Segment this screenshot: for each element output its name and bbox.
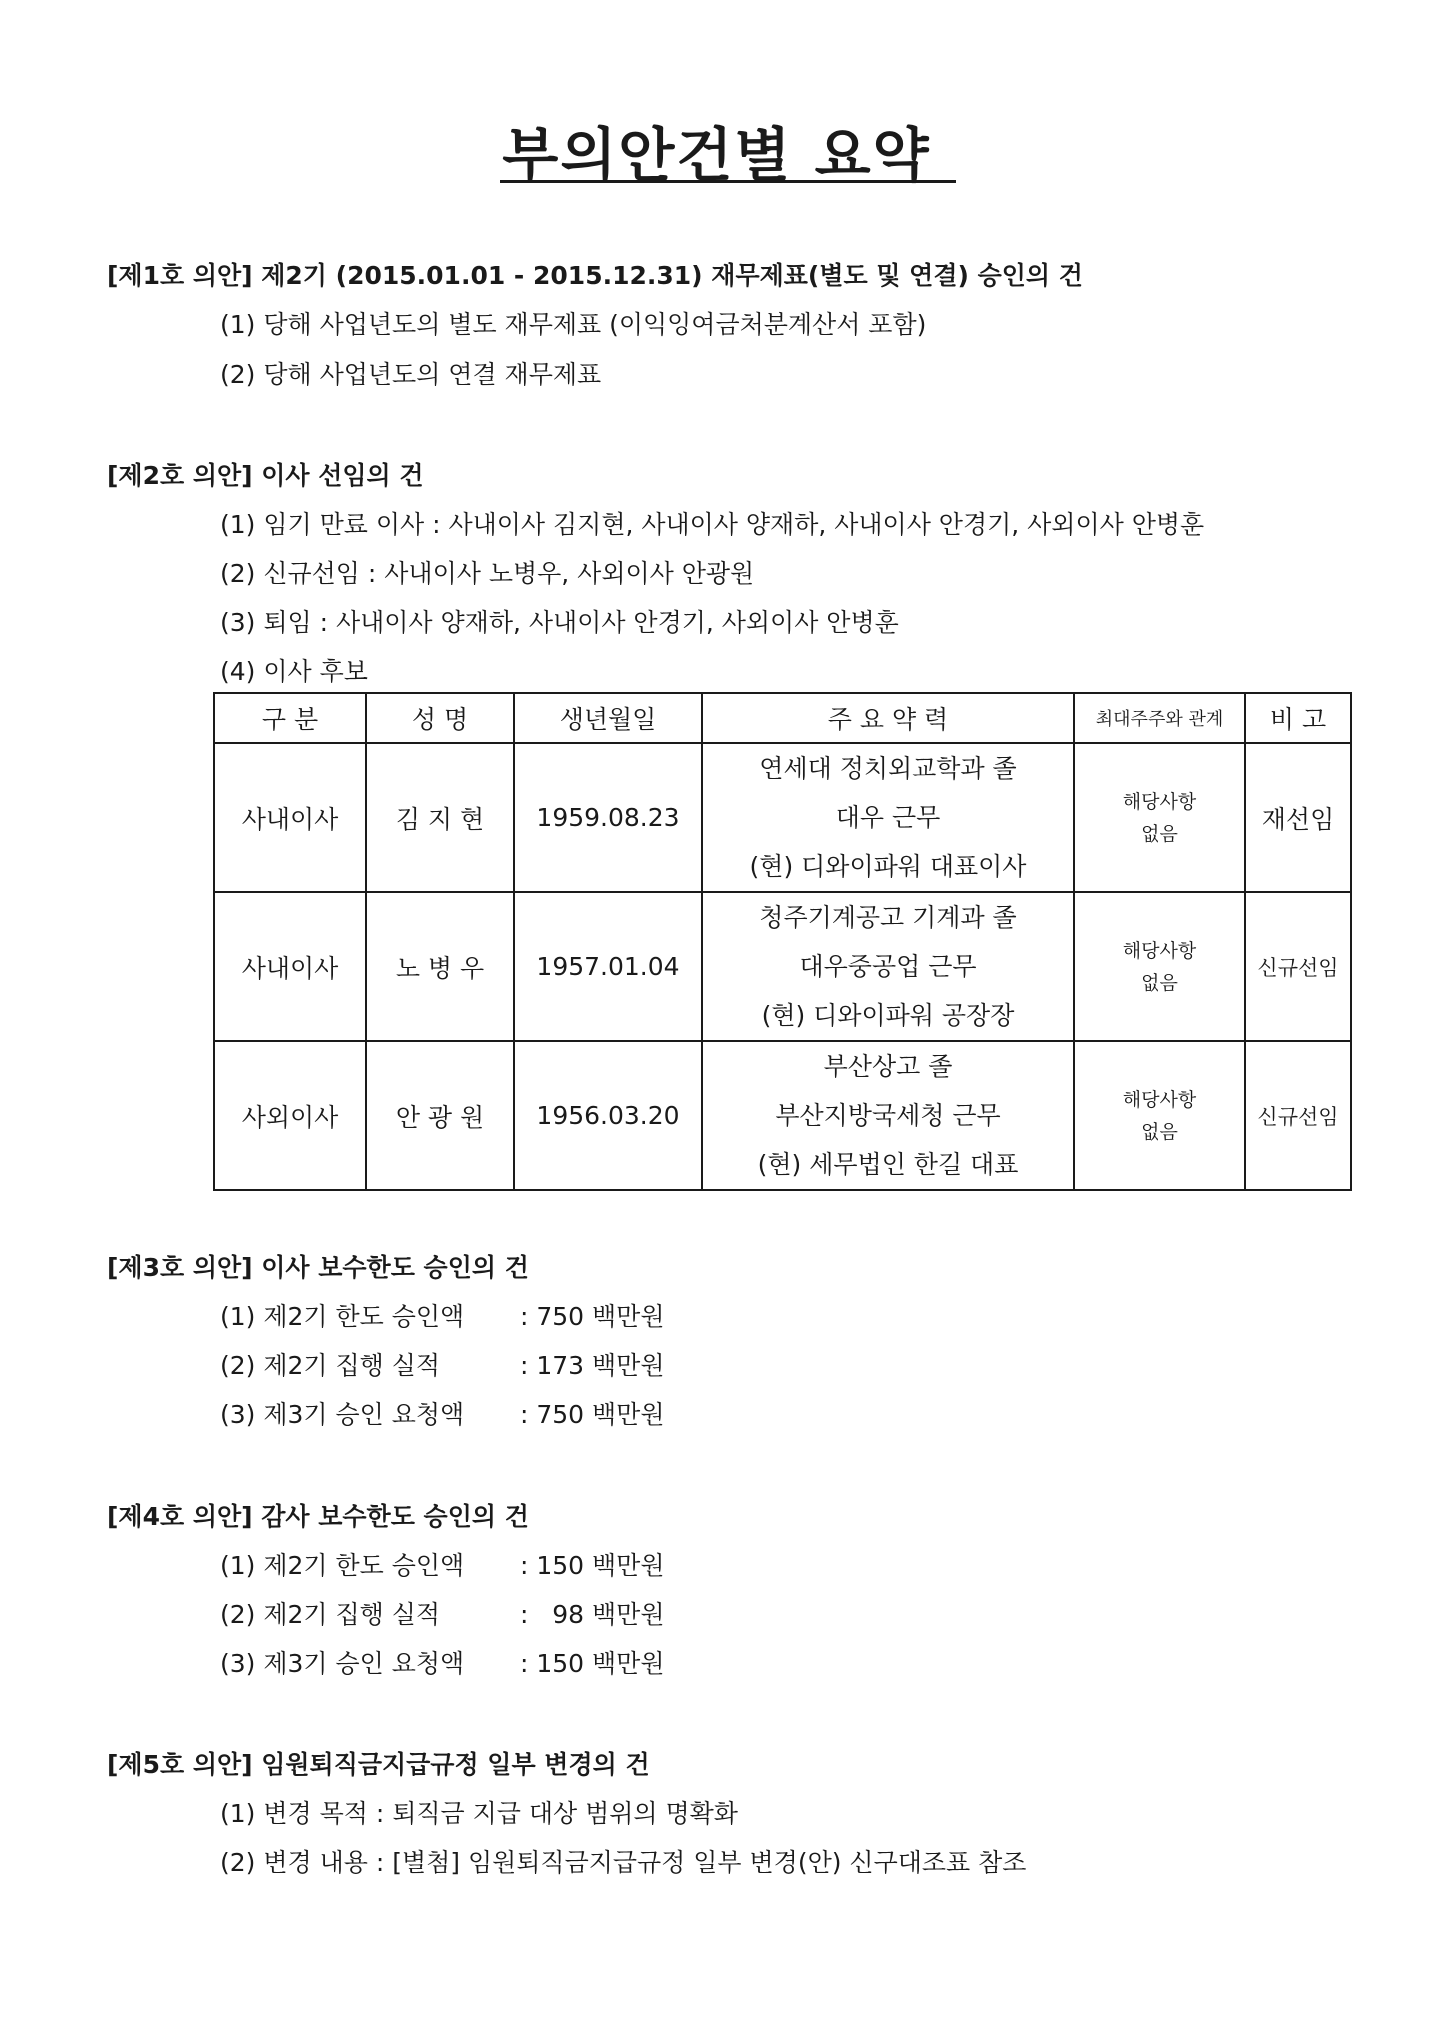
agenda2-item-1: (1) 임기 만료 이사 : 사내이사 김지현, 사내이사 양재하, 사내이사 안경기, 사외이사 안병훈 [220, 510, 1205, 539]
agenda3-label-1: (1) 제2기 한도 승인액 [220, 1302, 465, 1331]
table-row [214, 743, 1351, 892]
cell-birth: 1956.03.20 [514, 1041, 702, 1190]
agenda2-item-3: (3) 퇴임 : 사내이사 양재하, 사내이사 안경기, 사외이사 안병훈 [220, 608, 899, 637]
agenda3-label-3: (3) 제3기 승인 요청액 [220, 1400, 465, 1429]
cell-type: 사외이사 [214, 1041, 366, 1190]
agenda2-heading: [제2호 의안] 이사 선임의 건 [107, 461, 424, 490]
agenda3-value-2: : 173 백만원 [520, 1351, 665, 1380]
agenda5-item-1: (1) 변경 목적 : 퇴직금 지급 대상 범위의 명확화 [220, 1799, 738, 1828]
agenda3-value-1: : 750 백만원 [520, 1302, 665, 1331]
cell-career [702, 892, 1074, 1041]
career-line: 대우중공업 근무 [799, 952, 977, 981]
agenda3-label-2: (2) 제2기 집행 실적 [220, 1351, 441, 1380]
cell-name: 안 광 원 [366, 1041, 514, 1190]
career-line: 부산상고 졸 [823, 1052, 953, 1081]
agenda5-item-2: (2) 변경 내용 : [별첨] 임원퇴직금지급규정 일부 변경(안) 신구대조표 참조 [220, 1848, 1027, 1877]
agenda2-item-2: (2) 신규선임 : 사내이사 노병우, 사외이사 안광원 [220, 559, 755, 588]
header-career: 주 요 약 력 [702, 693, 1074, 743]
table-row [214, 892, 1351, 1041]
agenda4-label-3: (3) 제3기 승인 요청액 [220, 1649, 465, 1678]
cell-note: 신규선임 [1245, 892, 1351, 1041]
cell-note: 신규선임 [1245, 1041, 1351, 1190]
table-row [214, 1041, 1351, 1190]
cell-type: 사내이사 [214, 743, 366, 892]
agenda1-heading: [제1호 의안] 제2기 (2015.01.01 - 2015.12.31) 재무제표(별도 및 연결) 승인의 건 [107, 261, 1083, 290]
header-note: 비 고 [1245, 693, 1351, 743]
header-type: 구 분 [214, 693, 366, 743]
agenda2-item-4: (4) 이사 후보 [220, 657, 368, 686]
career-line: 대우 근무 [835, 803, 941, 832]
cell-name: 김 지 현 [366, 743, 514, 892]
cell-career [702, 743, 1074, 892]
cell-note: 재선임 [1245, 743, 1351, 892]
cell-relation: 해당사항 없음 [1074, 743, 1245, 892]
director-candidates-table [213, 692, 1352, 1191]
header-birth: 생년월일 [514, 693, 702, 743]
agenda4-value-1: : 150 백만원 [520, 1551, 665, 1580]
cell-birth: 1959.08.23 [514, 743, 702, 892]
agenda3-heading: [제3호 의안] 이사 보수한도 승인의 건 [107, 1253, 529, 1282]
cell-name: 노 병 우 [366, 892, 514, 1041]
career-line: (현) 세무법인 한길 대표 [757, 1150, 1019, 1179]
agenda3-value-3: : 750 백만원 [520, 1400, 665, 1429]
header-relation: 최대주주와 관계 [1074, 693, 1245, 743]
cell-relation: 해당사항 없음 [1074, 892, 1245, 1041]
career-line: (현) 디와이파워 공장장 [761, 1001, 1015, 1030]
agenda1-item-1: (1) 당해 사업년도의 별도 재무제표 (이익잉여금처분계산서 포함) [220, 310, 927, 339]
career-line: (현) 디와이파워 대표이사 [749, 852, 1027, 881]
table-header-row [214, 693, 1351, 743]
agenda4-value-2: : 98 백만원 [520, 1600, 665, 1629]
career-line: 청주기계공고 기계과 졸 [759, 903, 1017, 932]
agenda1-item-2: (2) 당해 사업년도의 연결 재무제표 [220, 360, 602, 389]
cell-birth: 1957.01.04 [514, 892, 702, 1041]
title-underline [500, 180, 956, 183]
agenda4-label-1: (1) 제2기 한도 승인액 [220, 1551, 465, 1580]
page-title: 부의안건별 요약 [502, 121, 931, 189]
agenda5-heading: [제5호 의안] 임원퇴직금지급규정 일부 변경의 건 [107, 1750, 650, 1779]
career-line: 연세대 정치외교학과 졸 [759, 754, 1017, 783]
cell-relation: 해당사항 없음 [1074, 1041, 1245, 1190]
cell-career [702, 1041, 1074, 1190]
header-name: 성 명 [366, 693, 514, 743]
cell-type: 사내이사 [214, 892, 366, 1041]
agenda4-label-2: (2) 제2기 집행 실적 [220, 1600, 441, 1629]
career-line: 부산지방국세청 근무 [775, 1101, 1001, 1130]
agenda4-heading: [제4호 의안] 감사 보수한도 승인의 건 [107, 1502, 529, 1531]
agenda4-value-3: : 150 백만원 [520, 1649, 665, 1678]
